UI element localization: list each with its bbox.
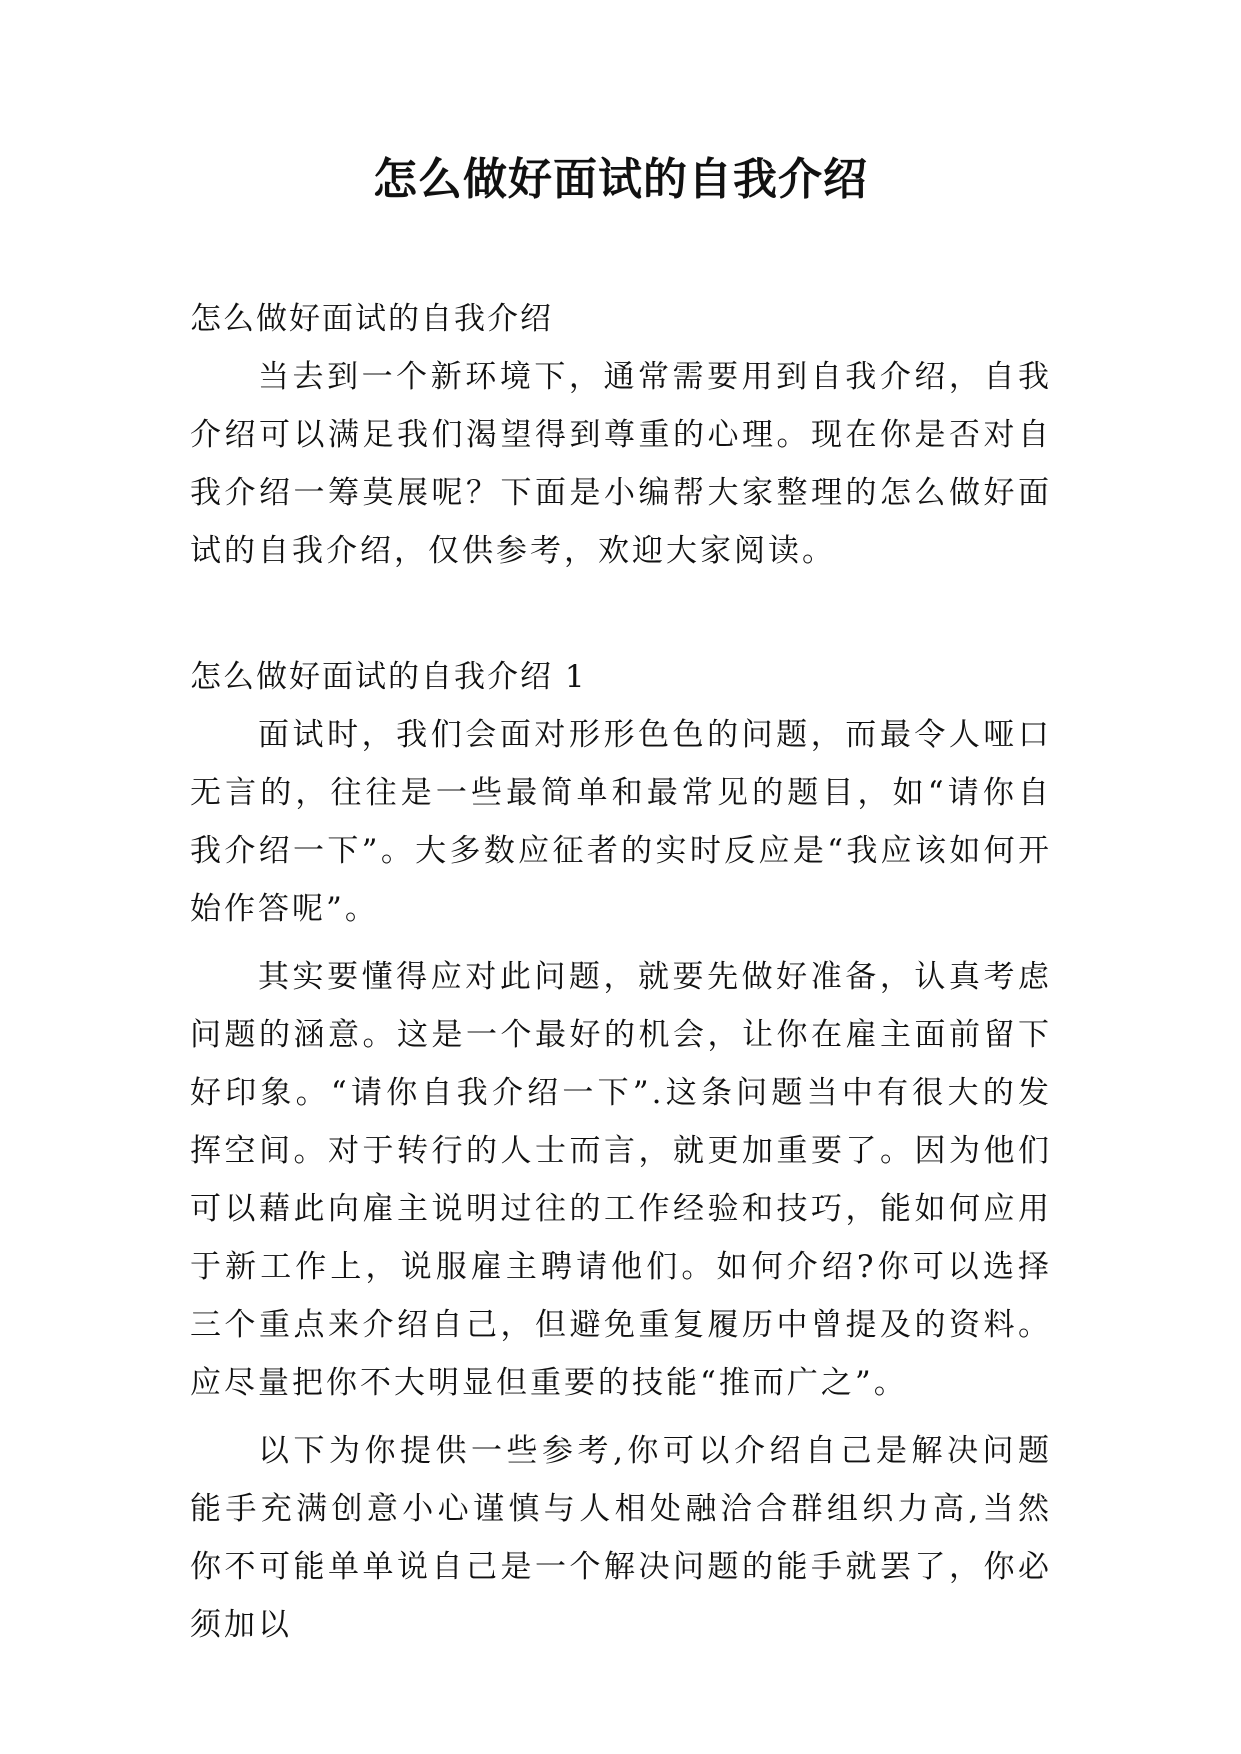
intro-heading: 怎么做好面试的自我介绍 bbox=[190, 301, 553, 337]
section1-paragraph-1: 面试时，我们会面对形形色色的问题，而最令人哑口无言的，往往是一些最简单和最常见的题目，如“请你自我介绍一下”。大多数应征者的实时反应是“我应该如何开始作答呢”。 bbox=[190, 717, 1052, 927]
paragraph-spacer bbox=[190, 1412, 1052, 1422]
paragraph-spacer bbox=[190, 938, 1052, 948]
section1-paragraph-2: 其实要懂得应对此问题，就要先做好准备，认真考虑问题的涵意。这是一个最好的机会，让你在雇主面前留下好印象。“请你自我介绍一下”.这条问题当中有很大的发挥空间。对于转行的人士而言，就更加重要了。因为他们可以藉此向雇主说明过往的工作经验和技巧，能如何应用于新工作上，说服雇主聘请他们。如何介绍?你可以选择三个重点来介绍自己，但避免重复履历中曾提及的资料。应尽量把你不大明显但重要的技能“推而广之”。 bbox=[190, 959, 1052, 1401]
section-spacer bbox=[190, 580, 1052, 648]
section1-paragraph-3: 以下为你提供一些参考,你可以介绍自己是解决问题能手充满创意小心谨慎与人相处融洽合群组织力高,当然你不可能单单说自己是一个解决问题的能手就罢了，你必须加以 bbox=[190, 1433, 1052, 1643]
document-title: 怎么做好面试的自我介绍 bbox=[373, 154, 868, 205]
document-body bbox=[190, 290, 1052, 1654]
section1-heading: 怎么做好面试的自我介绍 1 bbox=[190, 659, 587, 695]
intro-paragraph: 当去到一个新环境下，通常需要用到自我介绍，自我介绍可以满足我们渴望得到尊重的心理。现在你是否对自我介绍一筹莫展呢？下面是小编帮大家整理的怎么做好面试的自我介绍，仅供参考，欢迎大家阅读。 bbox=[190, 359, 1052, 569]
